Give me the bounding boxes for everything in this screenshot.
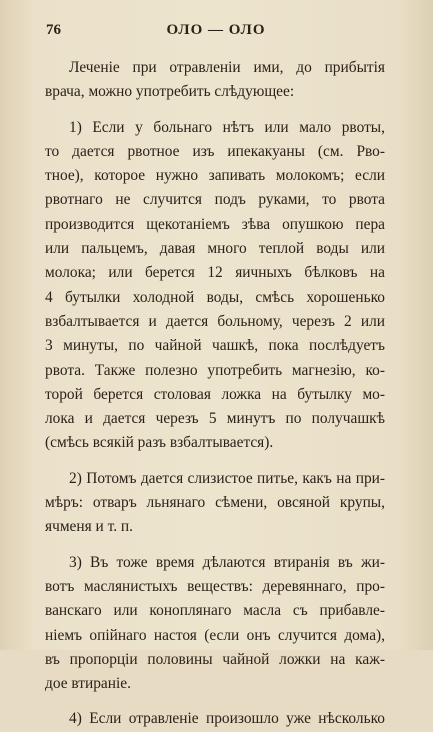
text-line: дое втираніе.: [45, 675, 131, 693]
text-line: (смѣсь всякій разъ взбалтывается).: [45, 434, 274, 452]
text-line: то дается рвотное изъ ипекакуаны (см. Рво-: [45, 142, 385, 160]
text-line: взбалтывается и дается больному, черезъ 2 или: [45, 312, 385, 330]
text-line: Леченіе при отравленіи ими, до прибытія: [69, 59, 385, 76]
text-line: производится щекотаніемъ зѣва опушкою пера: [45, 215, 385, 233]
paragraph-item-1: [45, 116, 385, 456]
paragraph-intro: [45, 56, 385, 105]
text-line: рвота. Также полезно употребить магнезію, ко-: [45, 361, 385, 379]
text-line: тное), которое нужно запивать молокомъ; если: [45, 167, 385, 185]
text-line: ванскаго или коноплянаго масла съ прибавле-: [45, 602, 385, 620]
text-line: врача, можно употребить слѣдующее:: [45, 83, 295, 101]
text-line: 4) Если отравленіе произошло уже нѣсколько: [69, 710, 385, 728]
text-line: 1) Если у больнаго нѣтъ или мало рвоты,: [69, 118, 385, 136]
text-line: 2) Потомъ дается слизистое питье, какъ на при-: [69, 469, 385, 487]
text-line: 3 минуты, по чайной чашкѣ, пока послѣдуетъ: [45, 337, 385, 355]
text-line: ячменя и т. п.: [45, 518, 133, 536]
page-number: 76: [46, 22, 61, 38]
text-line: рвотнаго не случится подъ руками, то рвота: [45, 191, 385, 209]
text-line: торой берется столовая ложка на бутылку мо-: [45, 385, 385, 403]
text-line: вотъ маслянистыхъ веществъ: деревяннаго, про-: [45, 577, 385, 595]
text-line: лока и дается черезъ 5 минутъ по получашкѣ: [45, 410, 385, 428]
text-line: мѣръ: отваръ льнянаго сѣмени, овсяной крупы,: [45, 494, 385, 512]
page-header: [46, 22, 386, 42]
text-line: въ пропорціи половины чайной ложки на каж-: [45, 650, 385, 668]
body-text: [45, 56, 385, 732]
paragraph-item-3: [45, 551, 385, 697]
text-line: ніемъ опійнаго настоя (если онъ случится дома),: [45, 626, 385, 644]
text-line: 4 бутылки холодной воды, смѣсь хорошенько: [45, 288, 385, 306]
text-line: 3) Въ тоже время дѣлаются втиранія въ жи-: [69, 553, 385, 571]
paragraph-item-4: [45, 707, 385, 731]
text-line: или пальцемъ, давая много теплой воды или: [45, 240, 385, 258]
text-line: молока; или берется 12 яичныхъ бѣлковъ на: [45, 264, 385, 282]
paragraph-item-2: [45, 467, 385, 540]
running-title: ОЛО — ОЛО: [166, 22, 266, 38]
